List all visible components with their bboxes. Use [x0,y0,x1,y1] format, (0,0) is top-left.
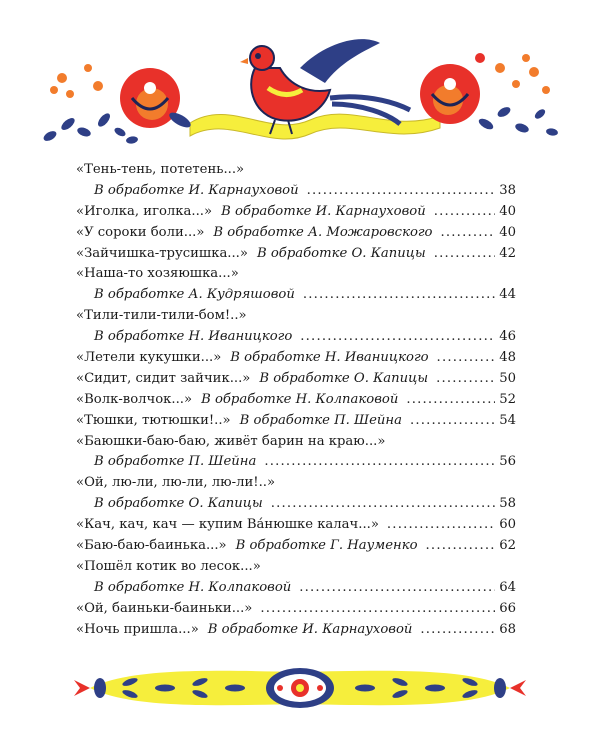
dot-leader [387,515,495,536]
yellow-ribbon [190,114,440,139]
toc-entry [76,432,516,453]
toc-entry [76,244,516,265]
page-number: 58 [499,496,516,512]
entry-title: «Баюшки-баю-баю, живёт барин на краю...» [76,433,386,449]
toc-entry [76,557,516,578]
page-number: 38 [499,182,516,198]
left-band-tip [74,678,106,698]
page-number: 64 [499,579,516,595]
entry-credit: В обработке Н. Иваницкого [94,329,293,345]
toc-entry [76,223,516,244]
page-number: 42 [499,245,516,261]
toc-entry [76,181,516,202]
entry-title: «Кач, кач, кач — купим Ва́нюшке калач...» [76,517,379,533]
entry-title: «Сидит, сидит зайчик...» [76,370,251,386]
dot-leader [260,599,495,620]
dot-leader [307,181,496,202]
entry-title: «У сороки боли...» [76,224,205,240]
entry-credit: В обработке И. Карнауховой [221,203,426,219]
bottom-ornament [70,660,530,716]
dot-leader [300,327,495,348]
toc-entry [76,390,516,411]
toc-entry [76,306,516,327]
left-red-flower [120,68,193,130]
toc-entry [76,578,516,599]
entry-title: «Тили-тили-тили-бом!..» [76,308,247,324]
right-red-flower [420,64,480,124]
dot-leader [271,494,495,515]
dot-leader [436,369,495,390]
entry-credit: В обработке И. Карнауховой [207,621,413,637]
dot-leader [406,390,495,411]
dot-leader [434,202,496,223]
right-sprig-decoration [477,105,558,136]
dot-leader [264,452,495,473]
left-small-flowers [50,64,103,98]
page-number: 54 [499,412,516,428]
dot-leader [420,620,495,641]
entry-title: «Волк-волчок...» [76,391,193,407]
entry-title: «Тень-тень, потетень...» [76,162,245,177]
entry-credit: В обработке О. Капицы [94,496,263,512]
entry-title: «Зайчишка-трусишка...» [76,245,248,261]
toc-entry [76,620,516,641]
entry-credit: В обработке П. Шейна [239,412,402,428]
dot-leader [299,578,495,599]
toc-entry [76,348,516,369]
top-ornament [40,28,560,148]
entry-credit: В обработке А. Можаровского [213,224,433,240]
toc-entry [76,452,516,473]
entry-title: «Наша-то хозяюшка...» [76,266,239,282]
toc-entry [76,411,516,432]
band-center-medallion [266,668,334,708]
table-of-contents [76,160,516,640]
dot-leader [303,285,495,306]
entry-title: «Пошёл котик во лесок...» [76,558,261,574]
page-number: 46 [499,329,516,345]
entry-credit: В обработке И. Карнауховой [94,182,299,198]
page-number: 48 [499,350,516,366]
dot-leader [437,348,496,369]
entry-credit: В обработке Н. Иваницкого [230,350,429,366]
page-number: 40 [499,203,516,219]
entry-credit: В обработке Н. Колпаковой [201,391,399,407]
entry-credit: В обработке О. Капицы [256,245,426,261]
entry-title: «Тюшки, тютюшки!..» [76,412,231,428]
entry-title: «Баю-баю-баинька...» [76,538,227,554]
entry-title: «Иголка, иголка...» [76,203,213,219]
entry-credit: В обработке П. Шейна [94,454,257,470]
toc-entry [76,515,516,536]
entry-credit: В обработке Н. Колпаковой [94,579,292,595]
toc-entry [76,160,516,181]
entry-credit: В обработке А. Кудряшовой [94,287,295,303]
entry-title: «Ой, баиньки-баиньки...» [76,600,253,616]
entry-title: «Ой, лю-ли, лю-ли, лю-ли!..» [76,475,276,491]
toc-entry [76,599,516,620]
toc-entry [76,369,516,390]
left-sprig-decoration [42,111,139,144]
page-number: 66 [499,600,516,616]
toc-entry [76,264,516,285]
right-small-flowers [475,53,550,94]
page-number: 60 [499,517,516,533]
entry-title: «Летели кукушки...» [76,350,222,366]
page-number: 52 [499,391,516,407]
toc-entry [76,202,516,223]
page-number: 56 [499,454,516,470]
page-number: 44 [499,287,516,303]
toc-entry [76,473,516,494]
right-band-tip [494,678,526,698]
dot-leader [426,536,496,557]
entry-credit: В обработке О. Капицы [259,370,429,386]
page-number: 62 [499,538,516,554]
page-number: 50 [499,370,516,386]
page-number: 40 [499,224,516,240]
dot-leader [434,244,496,265]
toc-entry [76,536,516,557]
toc-entry [76,327,516,348]
dot-leader [410,411,495,432]
toc-entry [76,285,516,306]
page-number: 68 [499,621,516,637]
entry-title: «Ночь пришла...» [76,621,199,637]
entry-credit: В обработке Г. Науменко [235,538,418,554]
toc-entry [76,494,516,515]
dot-leader [441,223,496,244]
